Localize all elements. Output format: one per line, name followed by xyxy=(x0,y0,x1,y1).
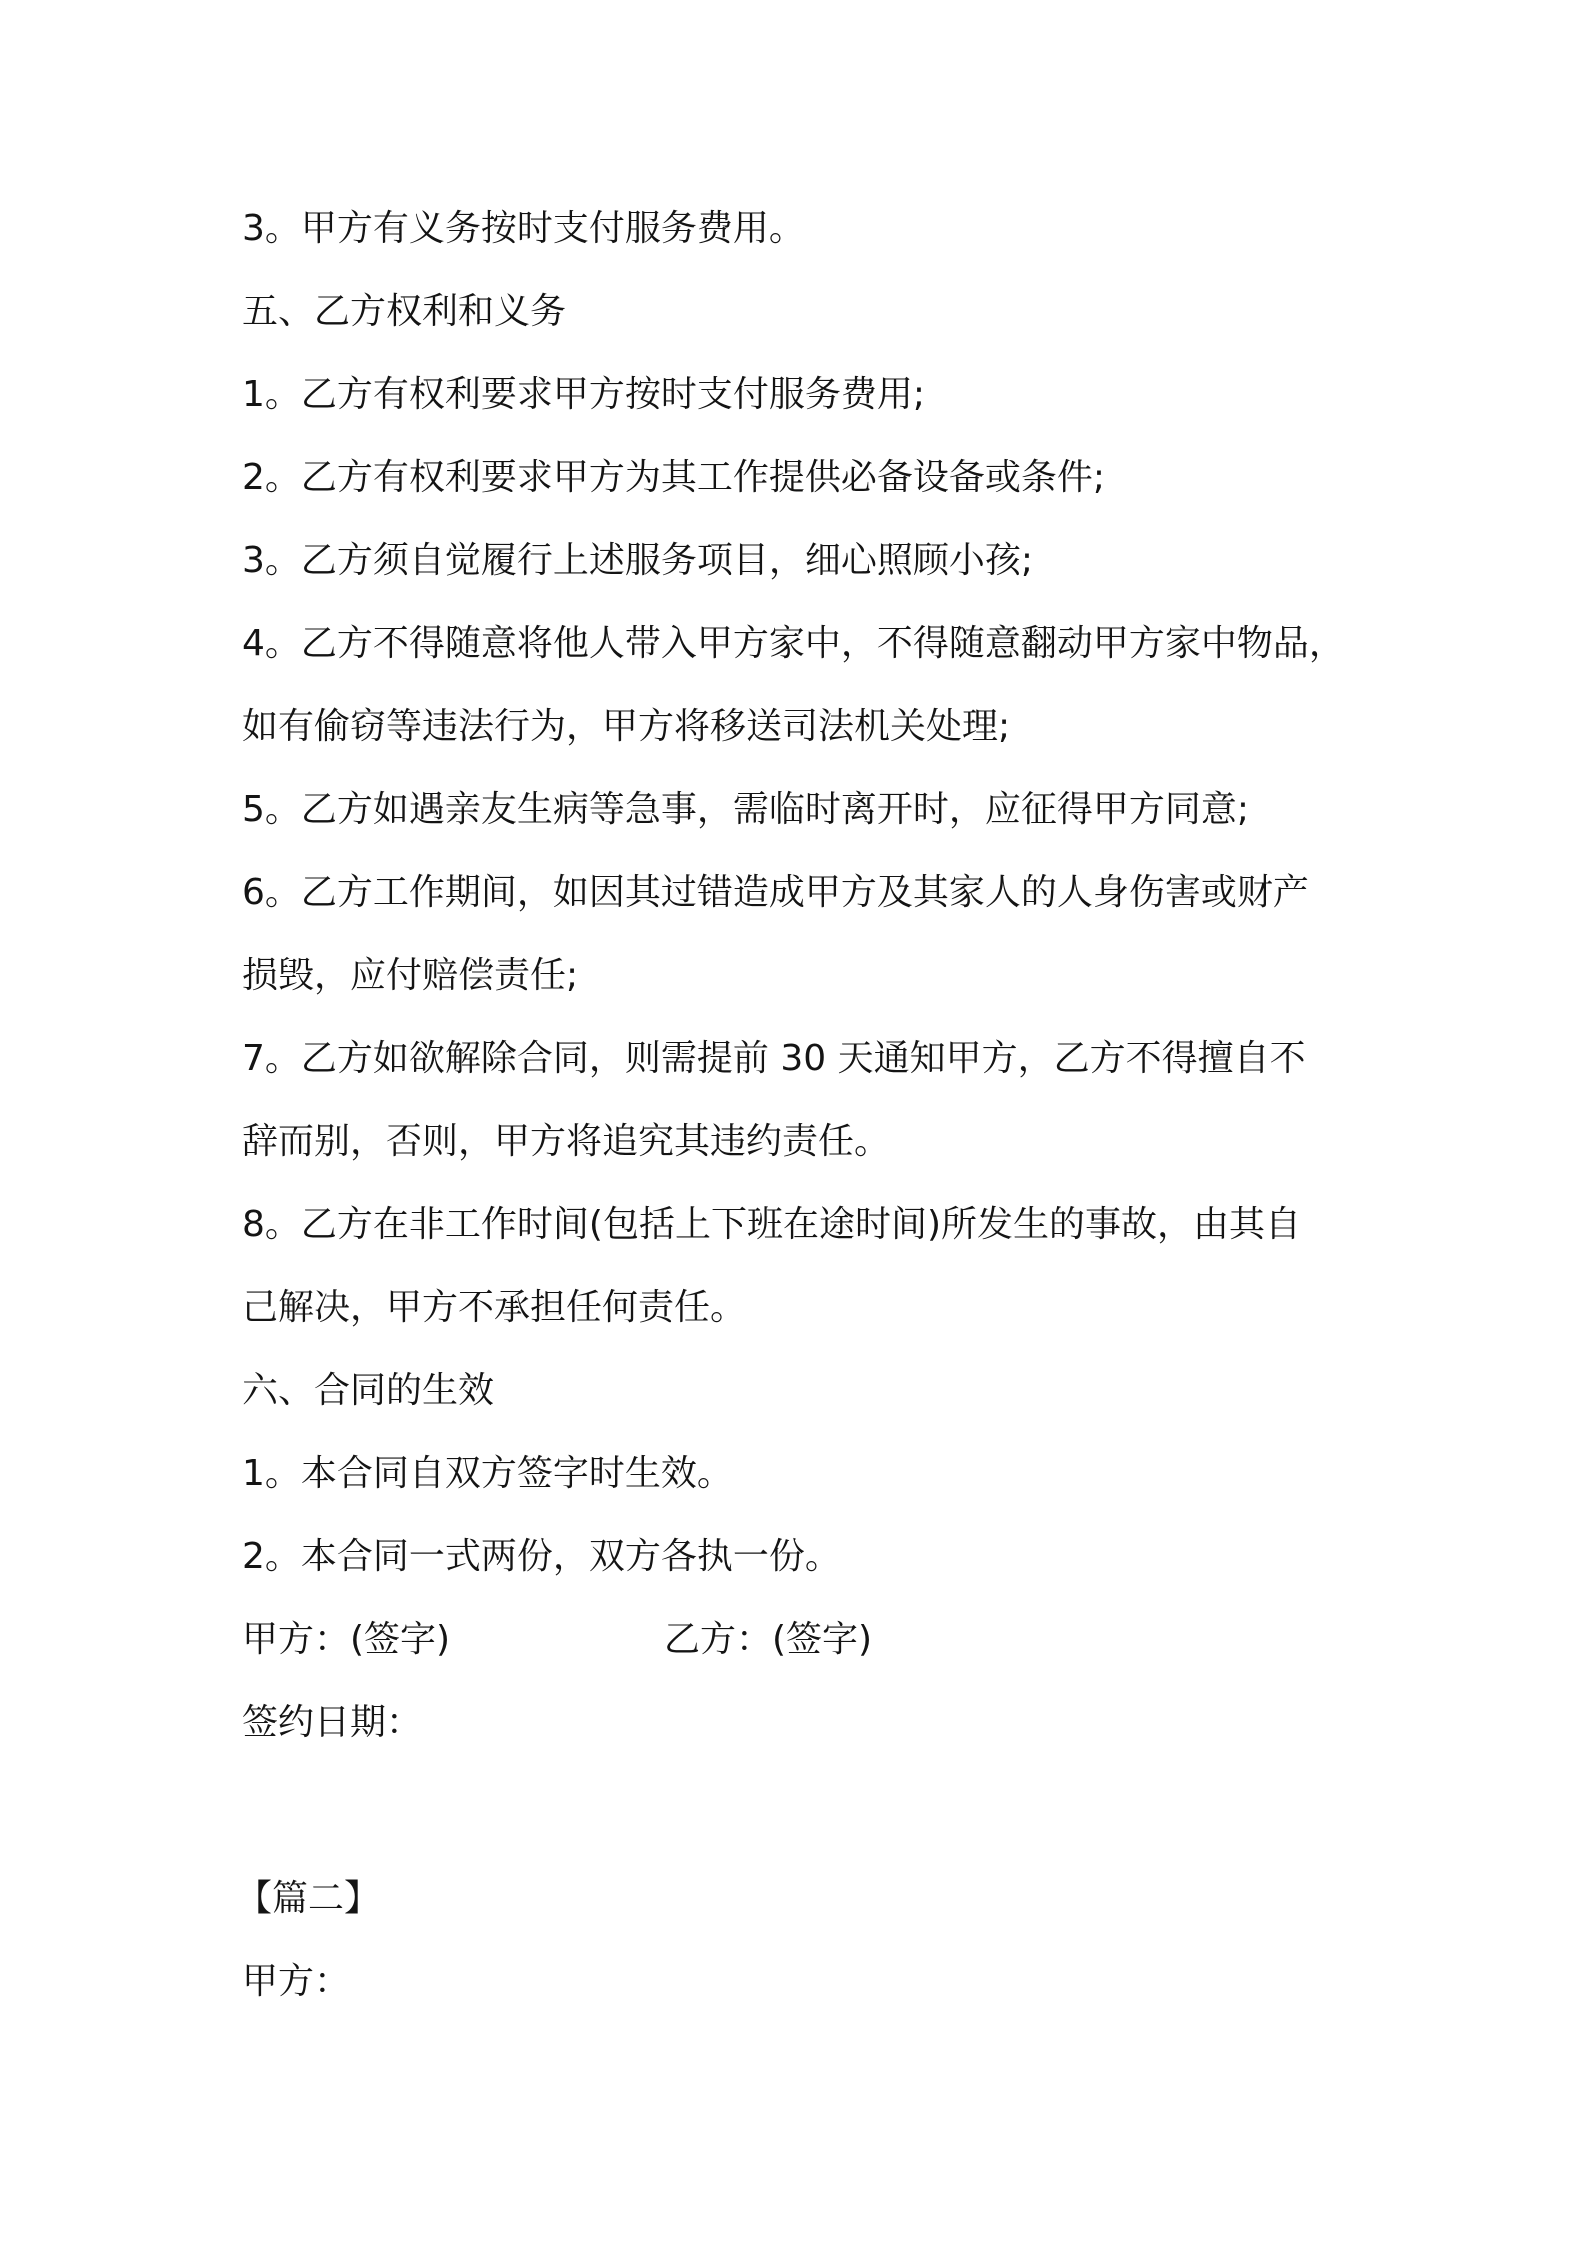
clause-c-2: 2。本合同一式两份，双方各执一份。 xyxy=(242,1536,841,1577)
section-heading-6: 六、合同的生效 xyxy=(242,1370,495,1411)
clause-b-7-cont: 辞而别，否则，甲方将追究其违约责任。 xyxy=(242,1121,891,1162)
clause-b-1: 1。乙方有权利要求甲方按时支付服务费用; xyxy=(242,374,926,415)
clause-b-3: 3。乙方须自觉履行上述服务项目，细心照顾小孩; xyxy=(242,540,1034,581)
clause-b-5: 5。乙方如遇亲友生病等急事，需临时离开时，应征得甲方同意; xyxy=(242,789,1250,830)
clause-b-6: 6。乙方工作期间，如因其过错造成甲方及其家人的人身伤害或财产 xyxy=(242,872,1309,913)
signature-party-b: 乙方：(签字) xyxy=(664,1619,873,1660)
clause-a-3: 3。甲方有义务按时支付服务费用。 xyxy=(242,208,805,249)
section-two-heading: 【篇二】 xyxy=(236,1878,381,1919)
sign-date-label: 签约日期： xyxy=(242,1702,423,1743)
clause-b-8-cont: 己解决，甲方不承担任何责任。 xyxy=(242,1287,747,1328)
section-heading-5: 五、乙方权利和义务 xyxy=(242,291,567,332)
clause-b-4-cont: 如有偷窃等违法行为，甲方将移送司法机关处理; xyxy=(242,706,1011,747)
clause-b-6-cont: 损毁，应付赔偿责任; xyxy=(242,955,579,996)
clause-c-1: 1。本合同自双方签字时生效。 xyxy=(242,1453,733,1494)
signature-party-a: 甲方：(签字) xyxy=(242,1619,451,1660)
clause-b-7: 7。乙方如欲解除合同，则需提前 30 天通知甲方，乙方不得擅自不 xyxy=(242,1038,1306,1079)
clause-b-8: 8。乙方在非工作时间(包括上下班在途时间)所发生的事故，由其自 xyxy=(242,1204,1301,1245)
clause-b-4: 4。乙方不得随意将他人带入甲方家中，不得随意翻动甲方家中物品， xyxy=(242,623,1345,664)
party-a-label: 甲方： xyxy=(242,1961,351,2002)
clause-b-2: 2。乙方有权利要求甲方为其工作提供必备设备或条件; xyxy=(242,457,1106,498)
